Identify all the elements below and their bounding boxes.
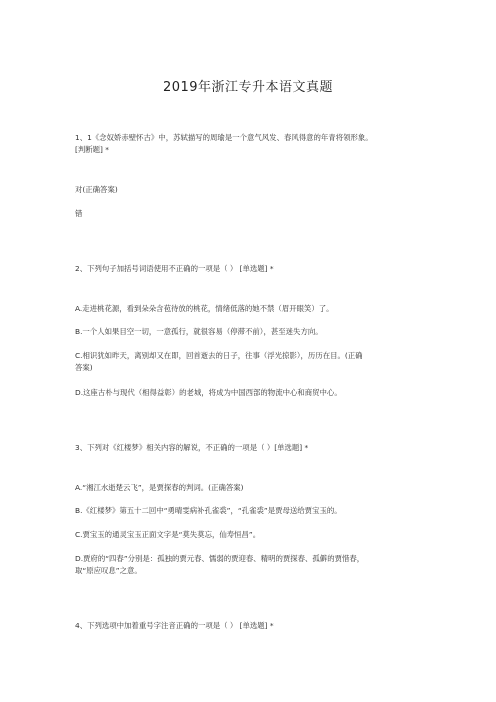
q2-option-b[interactable]: B.一个人如果目空一切，一意孤行，就很容易（停滞不前），甚至迷失方向。 [75, 327, 323, 336]
q2-option-c-cont[interactable]: 答案) [75, 363, 93, 372]
q3-option-a[interactable]: A.“湘江水逝楚云飞”，是贾探春的判词。(正确答案) [75, 483, 244, 492]
q3-option-b[interactable]: B.《红楼梦》第五十二回中“勇晴雯病补孔雀裘”，“孔雀裘”是贾母送给贾宝玉的。 [75, 506, 342, 515]
q2-option-d[interactable]: D.这座古朴与现代（相得益彰）的老城，将成为中国西部的物流中心和商贸中心。 [75, 388, 342, 397]
q3-option-d[interactable]: D.贾府的“四春”分别是：孤独的贾元春、懦弱的贾迎春、精明的贾探春、孤僻的贾惜春， [75, 554, 365, 563]
q1-option-false[interactable]: 错 [75, 209, 83, 218]
q3-stem: 3、下列对《红楼梦》相关内容的解说，不正确的一项是（ ）[单选题] * [75, 443, 309, 452]
q1-stem-line2: [判断题] * [75, 145, 109, 154]
q1-stem-line1: 1、1《念奴娇赤壁怀古》中，苏轼描写的周瑜是一个意气风发、春风得意的年青将领形象。 [75, 133, 373, 142]
q2-option-c[interactable]: C.相识犹如昨天，离别却又在即，回首逝去的日子，往事（浮光掠影），历历在目。(正确 [75, 351, 363, 360]
q2-option-a[interactable]: A.走进桃花源，看到朵朵含苞待放的桃花，情绪低落的她不禁（眉开眼笑）了。 [75, 304, 334, 313]
q3-option-d-cont[interactable]: 取“原应叹息”之意。 [75, 566, 142, 575]
q3-option-c[interactable]: C.贾宝玉的通灵宝玉正面文字是“莫失莫忘，仙寿恒昌”。 [75, 530, 261, 539]
q1-option-true[interactable]: 对(正确答案) [75, 185, 118, 194]
q4-stem: 4、下列选项中加着重号字注音正确的一项是（ ） [单选题] * [75, 621, 274, 630]
q2-stem: 2、下列句子加括号词语使用不正确的一项是（ ） [单选题] * [75, 264, 274, 273]
page-title: 2019年浙江专升本语文真题 [162, 80, 334, 95]
